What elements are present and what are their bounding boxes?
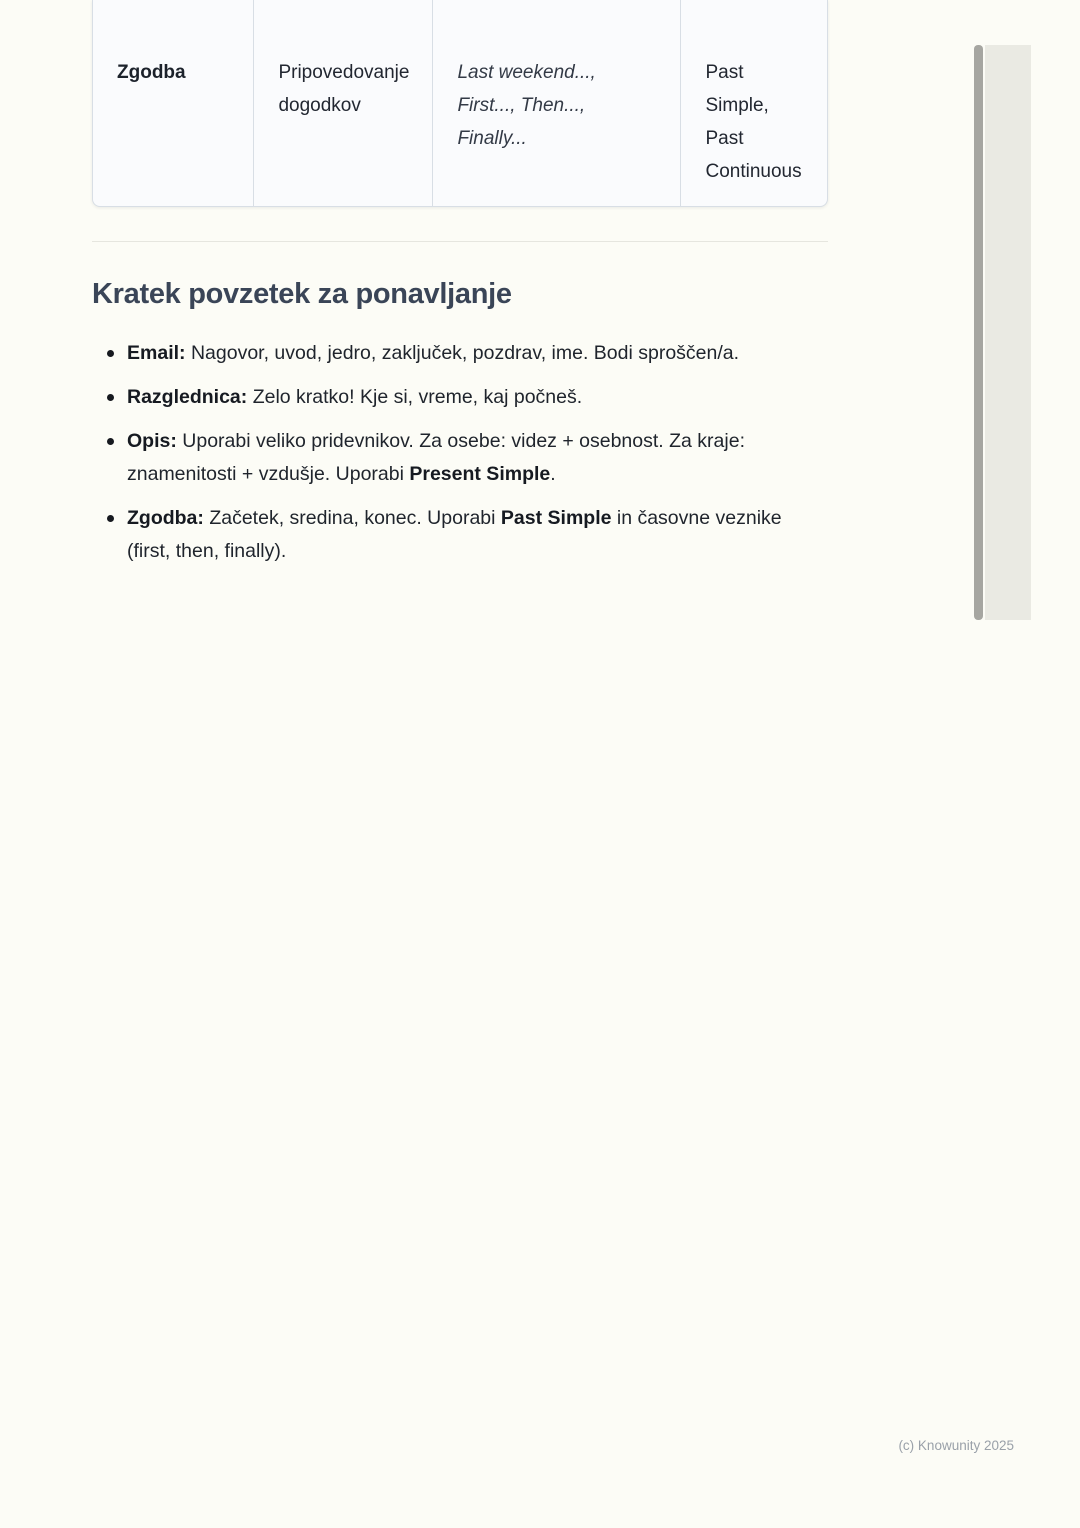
- table-cell-phrases: Last weekend..., First..., Then..., Finally...: [432, 0, 680, 206]
- list-item-text: [127, 502, 828, 568]
- list-item-label: Opis:: [127, 430, 177, 452]
- list-item: [92, 337, 828, 370]
- bullet-dot: [107, 394, 114, 401]
- list-item-label: Zgodba:: [127, 507, 204, 529]
- list-item-text: [127, 337, 828, 370]
- list-item-tail: .: [550, 463, 556, 485]
- list-item: [92, 381, 828, 414]
- list-item-tail: in časovne veznike (first, then, finally).: [127, 507, 782, 562]
- summary-list: [92, 337, 828, 568]
- list-item-body: Uporabi veliko pridevnikov. Za osebe: videz + osebnost. Za kraje: znamenitosti + vzdušje. Uporabi: [127, 430, 745, 485]
- bullet-dot: [107, 438, 114, 445]
- list-item-body: Zelo kratko! Kje si, vreme, kaj počneš.: [247, 386, 583, 408]
- list-item-strong: Past Simple: [500, 507, 612, 529]
- list-item-strong: Present Simple: [409, 463, 551, 485]
- list-item: [92, 502, 828, 568]
- table-cell-purpose: Pripovedovanje dogodkov: [253, 0, 432, 206]
- bullet-dot: [107, 350, 114, 357]
- scrollbar-track[interactable]: [985, 45, 1031, 620]
- list-item-body: Začetek, sredina, konec. Uporabi: [203, 507, 501, 529]
- list-item-body: Nagovor, uvod, jedro, zaključek, pozdrav, ime. Bodi sproščen/a.: [185, 342, 740, 364]
- list-item: [92, 425, 828, 491]
- table-cell-type: Zgodba: [117, 62, 186, 83]
- list-item-label: Razglednica:: [127, 386, 248, 408]
- section-divider: [92, 241, 828, 242]
- list-item-text: [127, 381, 828, 414]
- footer-copyright: (c) Knowunity 2025: [898, 1438, 1014, 1453]
- list-item-text: [127, 425, 828, 491]
- writing-types-table: [92, 0, 828, 207]
- scrollbar-thumb[interactable]: [974, 45, 983, 620]
- table-cell-tenses: Past Simple, Past Continuous: [680, 0, 827, 206]
- list-item-label: Email:: [127, 342, 186, 364]
- bullet-dot: [107, 515, 114, 522]
- summary-heading: Kratek povzetek za ponavljanje: [92, 278, 512, 310]
- document-content: [92, 0, 828, 579]
